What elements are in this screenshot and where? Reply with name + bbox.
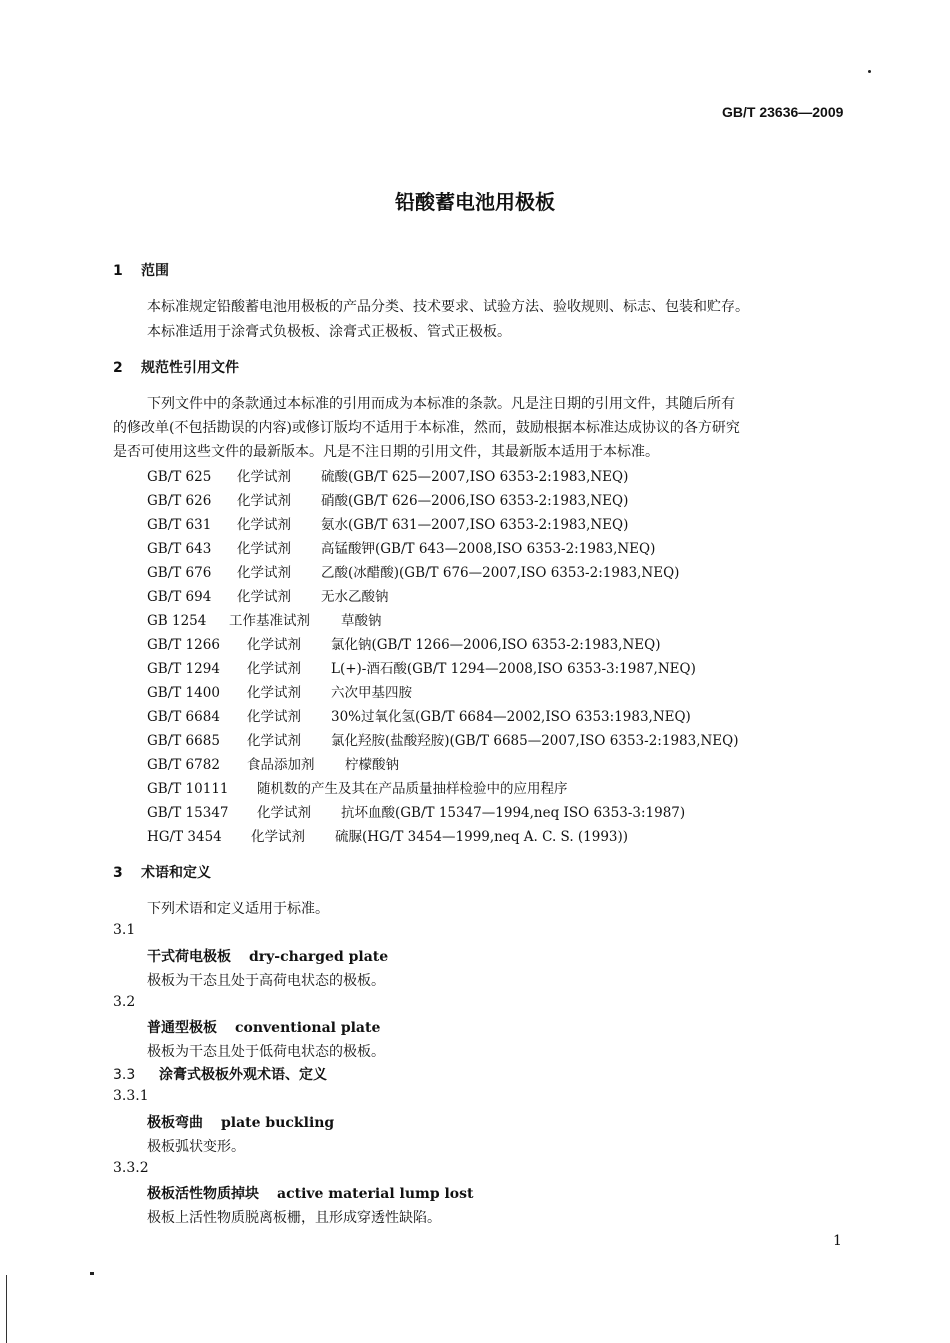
ref-title: 氯化羟胺(盐酸羟胺)(GB/T 6685—2007,ISO 6353-2:1983,NEQ) bbox=[331, 733, 739, 749]
ref-category: 食品添加剂 bbox=[247, 757, 315, 773]
normref-intro-line-2: 的修改单(不包括勘误的内容)或修订版均不适用于本标准，然而，鼓励根据本标准达成协议的各方研究 bbox=[113, 420, 740, 436]
section-number: 1 bbox=[113, 263, 123, 279]
ref-category: 化学试剂 bbox=[237, 469, 291, 485]
term-cn: 普通型极板 bbox=[147, 1020, 217, 1036]
clause-number: 3.1 bbox=[113, 922, 136, 938]
section-title: 术语和定义 bbox=[141, 865, 211, 881]
ref-title: L(+)-酒石酸(GB/T 1294—2008,ISO 6353-3:1987,NEQ) bbox=[331, 661, 696, 677]
ref-code: GB/T 10111 bbox=[147, 781, 229, 797]
ref-code: GB/T 1294 bbox=[147, 661, 220, 677]
normref-item bbox=[147, 753, 399, 773]
ref-code: HG/T 3454 bbox=[147, 829, 222, 845]
document-title: 铅酸蓄电池用极板 bbox=[395, 190, 555, 214]
ref-title: 氨水(GB/T 631—2007,ISO 6353-2:1983,NEQ) bbox=[321, 517, 629, 533]
normref-item bbox=[147, 657, 696, 677]
ref-category: 化学试剂 bbox=[247, 709, 301, 725]
term-cn: 极板活性物质掉块 bbox=[147, 1186, 259, 1202]
normref-item bbox=[147, 561, 679, 581]
term-cn: 极板弯曲 bbox=[147, 1115, 203, 1131]
ref-title: 草酸钠 bbox=[341, 613, 382, 629]
term-en: plate buckling bbox=[221, 1115, 335, 1131]
normref-item bbox=[147, 609, 382, 629]
term-definition: 极板为干态且处于低荷电状态的极板。 bbox=[147, 1044, 385, 1060]
term-entry bbox=[147, 1017, 380, 1037]
ref-code: GB/T 626 bbox=[147, 493, 212, 509]
ref-code: GB/T 15347 bbox=[147, 805, 229, 821]
section-3-heading bbox=[113, 862, 211, 882]
ref-code: GB/T 676 bbox=[147, 565, 212, 581]
normref-item bbox=[147, 801, 685, 821]
clause-number: 3.3.1 bbox=[113, 1088, 149, 1104]
normref-intro-line-1: 下列文件中的条款通过本标准的引用而成为本标准的条款。凡是注日期的引用文件，其随后所有 bbox=[147, 396, 735, 412]
ref-title: 硝酸(GB/T 626—2006,ISO 6353-2:1983,NEQ) bbox=[321, 493, 629, 509]
normref-item bbox=[147, 777, 568, 797]
ref-title: 柠檬酸钠 bbox=[345, 757, 399, 773]
ref-title: 硫脲(HG/T 3454—1999,neq A. C. S. (1993)) bbox=[335, 829, 629, 845]
ref-code: GB/T 1400 bbox=[147, 685, 220, 701]
scope-paragraph-1: 本标准规定铅酸蓄电池用极板的产品分类、技术要求、试验方法、验收规则、标志、包装和贮存。 bbox=[147, 299, 749, 315]
term-en: conventional plate bbox=[235, 1020, 381, 1036]
term-definition: 极板为干态且处于高荷电状态的极板。 bbox=[147, 973, 385, 989]
normref-item bbox=[147, 633, 660, 653]
ref-category: 化学试剂 bbox=[247, 637, 301, 653]
term-entry bbox=[147, 946, 388, 966]
clause-number: 3.3.2 bbox=[113, 1160, 149, 1176]
clause-number: 3.2 bbox=[113, 994, 136, 1010]
normref-item bbox=[147, 825, 628, 845]
normref-item bbox=[147, 489, 628, 509]
term-entry bbox=[147, 1183, 474, 1203]
scan-speck bbox=[868, 70, 871, 73]
ref-category: 化学试剂 bbox=[247, 733, 301, 749]
ref-category: 化学试剂 bbox=[237, 517, 291, 533]
ref-category: 化学试剂 bbox=[237, 541, 291, 557]
clause-number: 3.3 bbox=[113, 1067, 136, 1083]
normref-item bbox=[147, 513, 628, 533]
ref-code: GB/T 6684 bbox=[147, 709, 220, 725]
ref-code: GB 1254 bbox=[147, 613, 207, 629]
ref-code: GB/T 631 bbox=[147, 517, 212, 533]
ref-title: 硫酸(GB/T 625—2007,ISO 6353-2:1983,NEQ) bbox=[321, 469, 629, 485]
term-en: dry-charged plate bbox=[249, 949, 389, 965]
section-1-heading bbox=[113, 260, 169, 280]
ref-category: 化学试剂 bbox=[251, 829, 305, 845]
scope-paragraph-2: 本标准适用于涂膏式负极板、涂膏式正极板、管式正极板。 bbox=[147, 324, 511, 340]
ref-title: 30%过氧化氢(GB/T 6684—2002,ISO 6353:1983,NEQ) bbox=[331, 709, 691, 725]
clause-3-3-heading bbox=[113, 1064, 327, 1084]
ref-title: 无水乙酸钠 bbox=[321, 589, 389, 605]
normref-item bbox=[147, 465, 628, 485]
term-definition: 极板上活性物质脱离板栅，且形成穿透性缺陷。 bbox=[147, 1210, 441, 1226]
ref-category: 化学试剂 bbox=[237, 589, 291, 605]
term-entry bbox=[147, 1112, 334, 1132]
ref-category: 化学试剂 bbox=[257, 805, 311, 821]
section-title: 规范性引用文件 bbox=[141, 360, 239, 376]
ref-title: 乙酸(冰醋酸)(GB/T 676—2007,ISO 6353-2:1983,NEQ) bbox=[321, 565, 680, 581]
ref-code: GB/T 6782 bbox=[147, 757, 220, 773]
ref-title: 高锰酸钾(GB/T 643—2008,ISO 6353-2:1983,NEQ) bbox=[321, 541, 656, 557]
ref-code: GB/T 1266 bbox=[147, 637, 220, 653]
section-number: 3 bbox=[113, 865, 123, 881]
clause-title: 涂膏式极板外观术语、定义 bbox=[159, 1067, 327, 1083]
terms-intro: 下列术语和定义适用于标准。 bbox=[147, 901, 329, 917]
ref-title: 抗坏血酸(GB/T 15347—1994,neq ISO 6353-3:1987) bbox=[341, 805, 686, 821]
section-2-heading bbox=[113, 357, 239, 377]
term-en: active material lump lost bbox=[277, 1186, 474, 1202]
standard-code: GB/T 23636—2009 bbox=[722, 104, 844, 120]
ref-title: 氯化钠(GB/T 1266—2006,ISO 6353-2:1983,NEQ) bbox=[331, 637, 661, 653]
ref-code: GB/T 625 bbox=[147, 469, 212, 485]
ref-code: GB/T 694 bbox=[147, 589, 212, 605]
term-cn: 干式荷电极板 bbox=[147, 949, 231, 965]
ref-title: 六次甲基四胺 bbox=[331, 685, 412, 701]
normref-item bbox=[147, 681, 412, 701]
page-number: 1 bbox=[833, 1233, 842, 1249]
ref-category: 化学试剂 bbox=[247, 685, 301, 701]
term-definition: 极板弧状变形。 bbox=[147, 1139, 245, 1155]
ref-category: 工作基准试剂 bbox=[229, 613, 310, 629]
ref-category: 随机数的产生及其在产品质量抽样检验中的应用程序 bbox=[257, 781, 568, 797]
scan-edge-line bbox=[6, 1275, 7, 1343]
normref-intro-line-3: 是否可使用这些文件的最新版本。凡是不注日期的引用文件，其最新版本适用于本标准。 bbox=[113, 444, 659, 460]
scan-speck bbox=[90, 1272, 94, 1275]
ref-code: GB/T 643 bbox=[147, 541, 212, 557]
normref-item bbox=[147, 537, 655, 557]
ref-category: 化学试剂 bbox=[247, 661, 301, 677]
normref-item bbox=[147, 705, 691, 725]
ref-code: GB/T 6685 bbox=[147, 733, 220, 749]
section-title: 范围 bbox=[141, 263, 169, 279]
ref-category: 化学试剂 bbox=[237, 565, 291, 581]
normref-item bbox=[147, 585, 389, 605]
normref-item bbox=[147, 729, 739, 749]
section-number: 2 bbox=[113, 360, 123, 376]
ref-category: 化学试剂 bbox=[237, 493, 291, 509]
